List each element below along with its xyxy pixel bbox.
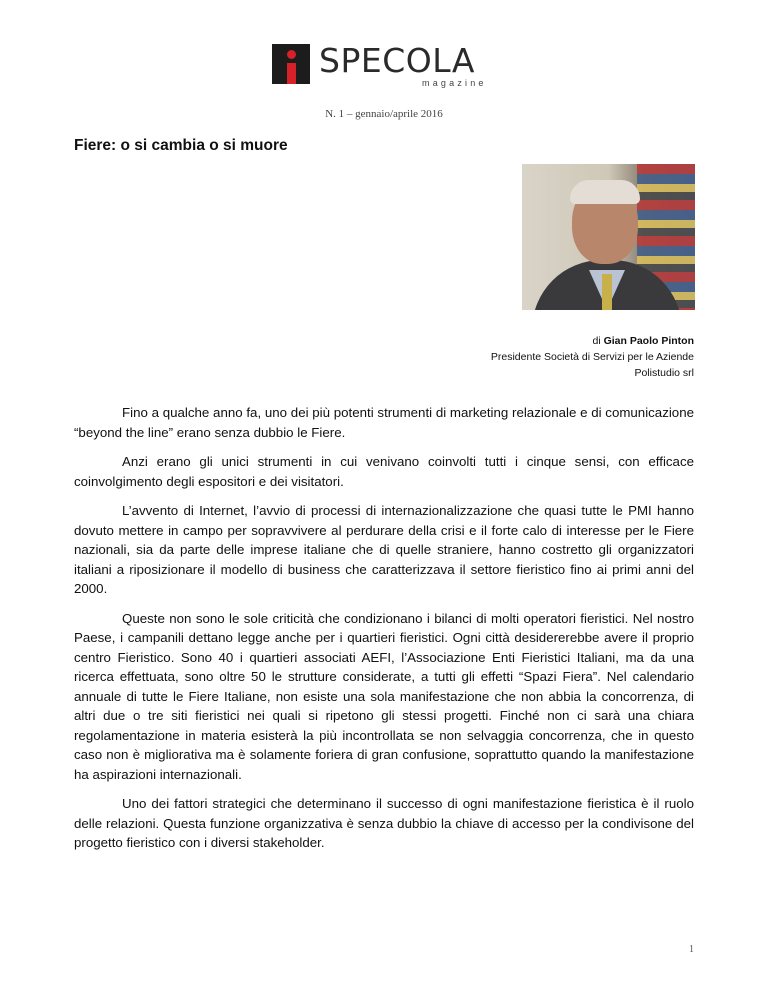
- paragraph: Queste non sono le sole criticità che condizionano i bilanci di molti operatori fieristici. Nel nostro Paese, i campanili dettano legge anche per i quartieri fieristici. Ogni città desidererebbe avere il proprio centro Fieristico. Sono 40 i quartieri associati AEFI, l’Associazione Enti Fieristici Italiani, ma da una ricerca effettuata, sono oltre 50 le strutture considerate, a tutti gli effetti “Spazi Fiera”. Nel calendario annuale di tutte le Fiere Italiane, non esiste una sola manifestazione che non abbia la concorrenza, di altri due o tre siti fieristici nei quali si ripetono gli stessi progetti. Finché non ci sarà una chiara regolamentazione in materia esisterà la più incontrollata se non selvaggia concorrenza, che in questo caso non è migliorativa ma è solamente foriera di gran confusione, soprattutto quando la manifestazione ha aspirazioni internazionali.: [74, 610, 694, 782]
- page-number: 1: [689, 944, 694, 955]
- paragraph: L’avvento di Internet, l’avvio di processi di internazionalizzazione che quasi tutte le PMI hanno dovuto mettere in campo per sopravvivere al perdurare della crisi e il forte calo di interesse per le Fiere nazionali, sia da parte delle imprese italiane che di quelle straniere, hanno costretto gli organizzatori italiani a riposizionare il modello di business che caratterizzava il settore fieristico fino ai primi anni del 2000.: [74, 503, 694, 596]
- logo-i-icon: [272, 44, 310, 84]
- logo-subtitle: magazine: [422, 78, 487, 88]
- author-byline: [491, 333, 694, 381]
- paragraph: Uno dei fattori strategici che determinano il successo di ogni manifestazione fieristica è il ruolo delle relazioni. Questa funzione organizzativa è senza dubbio la chiave di accesso per la condivisone del progetto fieristico con i diversi stakeholder.: [74, 796, 694, 850]
- author-name-line: [491, 333, 694, 349]
- logo-wordmark: SPECOLA: [319, 41, 475, 80]
- article-body: [74, 403, 694, 863]
- paragraph: Anzi erano gli unici strumenti in cui venivano coinvolti tutti i cinque sensi, con efficace coinvolgimento degli espositori e dei visitatori.: [74, 454, 694, 489]
- issue-line: N. 1 – gennaio/aprile 2016: [325, 108, 443, 120]
- paragraph: Fino a qualche anno fa, uno dei più potenti strumenti di marketing relazionale e di comunicazione “beyond the line” erano senza dubbio le Fiere.: [74, 405, 694, 440]
- author-role: Presidente Società di Servizi per le Aziende: [490, 351, 694, 363]
- masthead-logo: [272, 41, 502, 90]
- author-name: Gian Paolo Pinton: [603, 335, 694, 347]
- article-headline: Fiere: o si cambia o si muore: [74, 137, 288, 154]
- author-company: Polistudio srl: [634, 367, 694, 379]
- author-photo: [522, 164, 695, 310]
- author-prefix: di: [592, 335, 604, 347]
